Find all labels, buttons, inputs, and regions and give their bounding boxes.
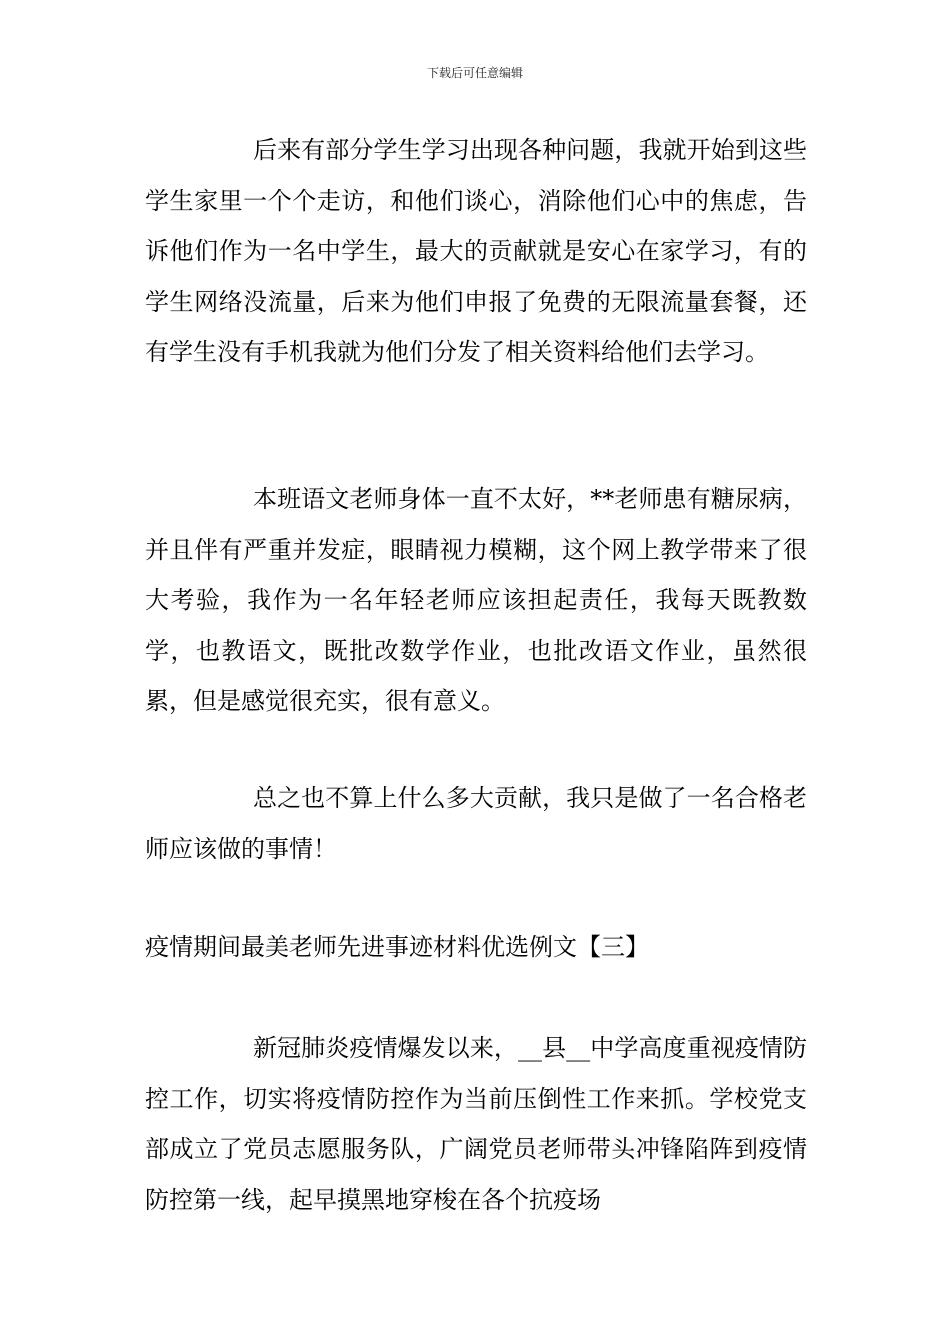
paragraph-chinese-teacher: 本班语文老师身体一直不太好，**老师患有糖尿病，并且伴有严重并发症，眼睛视力模糊，这个网上教学带来了很大考验，我作为一名年轻老师应该担起责任，我每天既教数学，也教语文，既批改数学作业，也批改语文作业，虽然很累，但是感觉很充实，很有意义。 — [145, 485, 807, 715]
page-header: 下载后可任意编辑 — [426, 66, 523, 80]
paragraph-epidemic-response: 新冠肺炎疫情爆发以来，__县__中学高度重视疫情防控工作，切实将疫情防控作为当前压倒性工作来抓。学校党支部成立了党员志愿服务队，广阔党员老师带头冲锋陷阵到疫情防控第一线，起早摸黑地穿梭在各个抗疫场 — [145, 1034, 807, 1214]
paragraph-home-visits: 后来有部分学生学习出现各种问题，我就开始到这些学生家里一个个走访，和他们谈心，消除他们心中的焦虑，告诉他们作为一名中学生，最大的贡献就是安心在家学习，有的学生网络没流量，后来为他们申报了免费的无限流量套餐，还有学生没有手机我就为他们分发了相关资料给他们去学习。 — [145, 136, 807, 366]
section-heading: 疫情期间最美老师先进事迹材料优选例文【三】 — [145, 933, 649, 961]
paragraph-conclusion: 总之也不算上什么多大贡献，我只是做了一名合格老师应该做的事情！ — [145, 784, 807, 863]
